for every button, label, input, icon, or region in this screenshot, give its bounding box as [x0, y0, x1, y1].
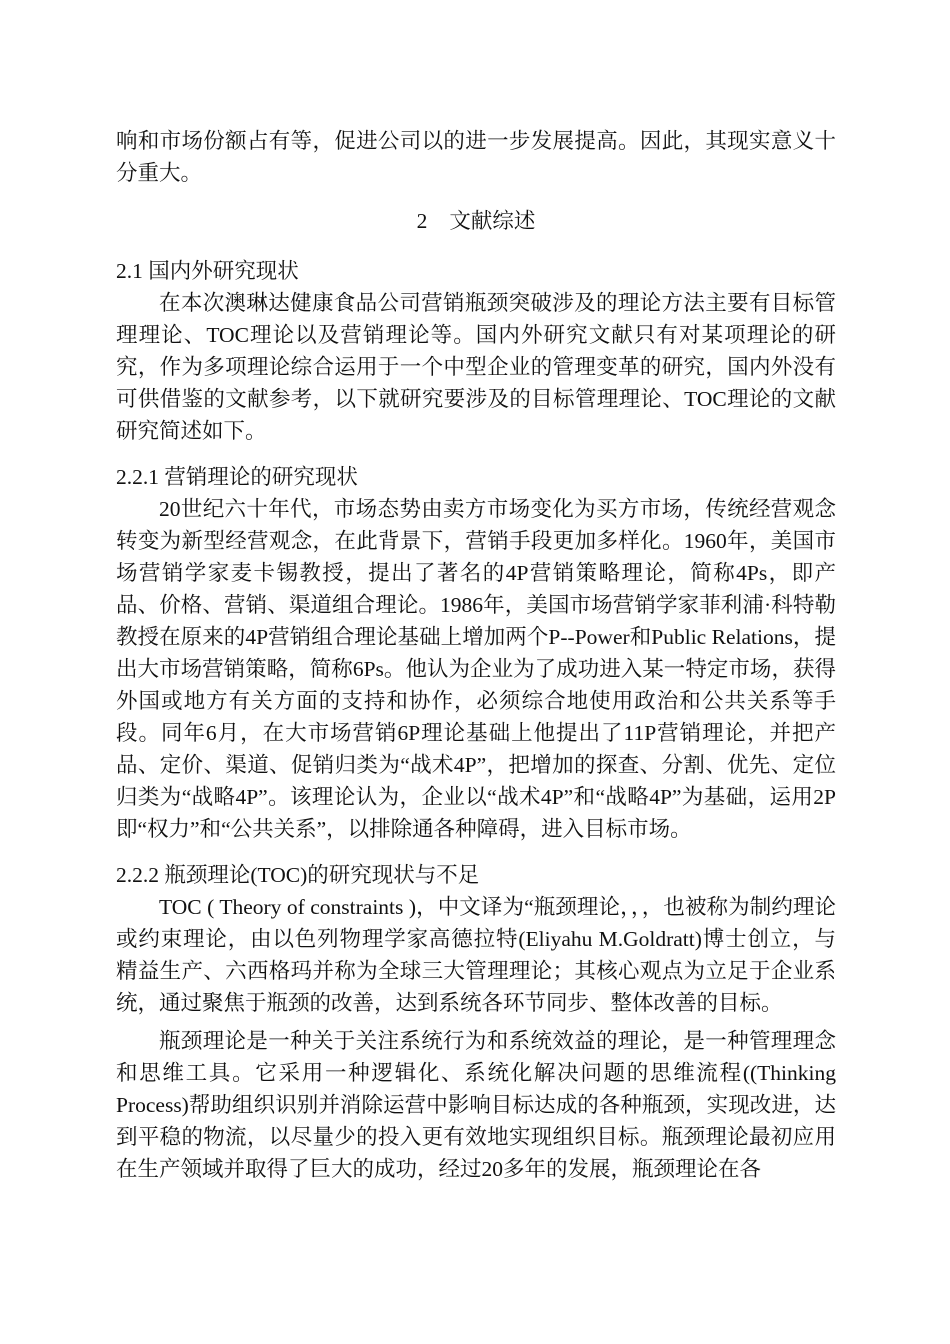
section-2-2-1-heading: 2.2.1 营销理论的研究现状	[116, 465, 358, 489]
section-2-2-2-paragraph-2: 瓶颈理论是一种关于关注系统行为和系统效益的理论，是一种管理理念和思维工具。它采用一种逻辑化、系统化解决问题的思维流程((Thinking Process)帮助组织识别并消除运营中影响目标达成的各种瓶颈，实现改进，达到平稳的物流，以尽量少的投入更有效地实现组织目标。瓶颈理论最初应用在生产领域并取得了巨大的成功，经过20多年的发展，瓶颈理论在各	[116, 1029, 836, 1181]
chapter-heading	[116, 205, 836, 237]
document-page	[116, 125, 836, 1185]
section-2-2-2-heading: 2.2.2 瓶颈理论(TOC)的研究现状与不足	[116, 863, 480, 887]
chapter-number: 2	[416, 209, 428, 233]
section-2-2-1-paragraph: 20世纪六十年代，市场态势由卖方市场变化为买方市场，传统经营观念转变为新型经营观念，在此背景下，营销手段更加多样化。1960年，美国市场营销学家麦卡锡教授，提出了著名的4P营销策略理论，简称4Ps，即产品、价格、营销、渠道组合理论。1986年，美国市场营销学家菲利浦·科特勒教授在原来的4P营销组合理论基础上增加两个P--Power和Public Relations，提出大市场营销策略，简称6Ps。他认为企业为了成功进入某一特定市场，获得外国或地方有关方面的支持和协作，必须综合地使用政治和公共关系等手段。同年6月，在大市场营销6P理论基础上他提出了11P营销理论，并把产品、定价、渠道、促销归类为“战术4P”，把增加的探查、分割、优先、定位归类为“战略4P”。该理论认为，企业以“战术4P”和“战略4P”为基础，运用2P即“权力”和“公共关系”，以排除通各种障碍，进入目标市场。	[116, 497, 836, 841]
intro-tail-paragraph: 响和市场份额占有等，促进公司以的进一步发展提高。因此，其现实意义十分重大。	[116, 129, 836, 185]
section-2-1-heading: 2.1 国内外研究现状	[116, 259, 299, 283]
section-2-1-paragraph: 在本次澳琳达健康食品公司营销瓶颈突破涉及的理论方法主要有目标管理理论、TOC理论以及营销理论等。国内外研究文献只有对某项理论的研究，作为多项理论综合运用于一个中型企业的管理变革的研究，国内外没有可供借鉴的文献参考，以下就研究要涉及的目标管理理论、TOC理论的文献研究简述如下。	[116, 291, 836, 443]
chapter-title: 文献综述	[449, 209, 536, 233]
section-2-2-2-paragraph-1: TOC ( Theory of constraints )，中文译为“瓶颈理论，，，也被称为制约理论或约束理论，由以色列物理学家高德拉特(Eliyahu M.Goldratt)博士创立，与精益生产、六西格玛并称为全球三大管理理论；其核心观点为立足于企业系统，通过聚焦于瓶颈的改善，达到系统各环节同步、整体改善的目标。	[116, 895, 836, 1015]
